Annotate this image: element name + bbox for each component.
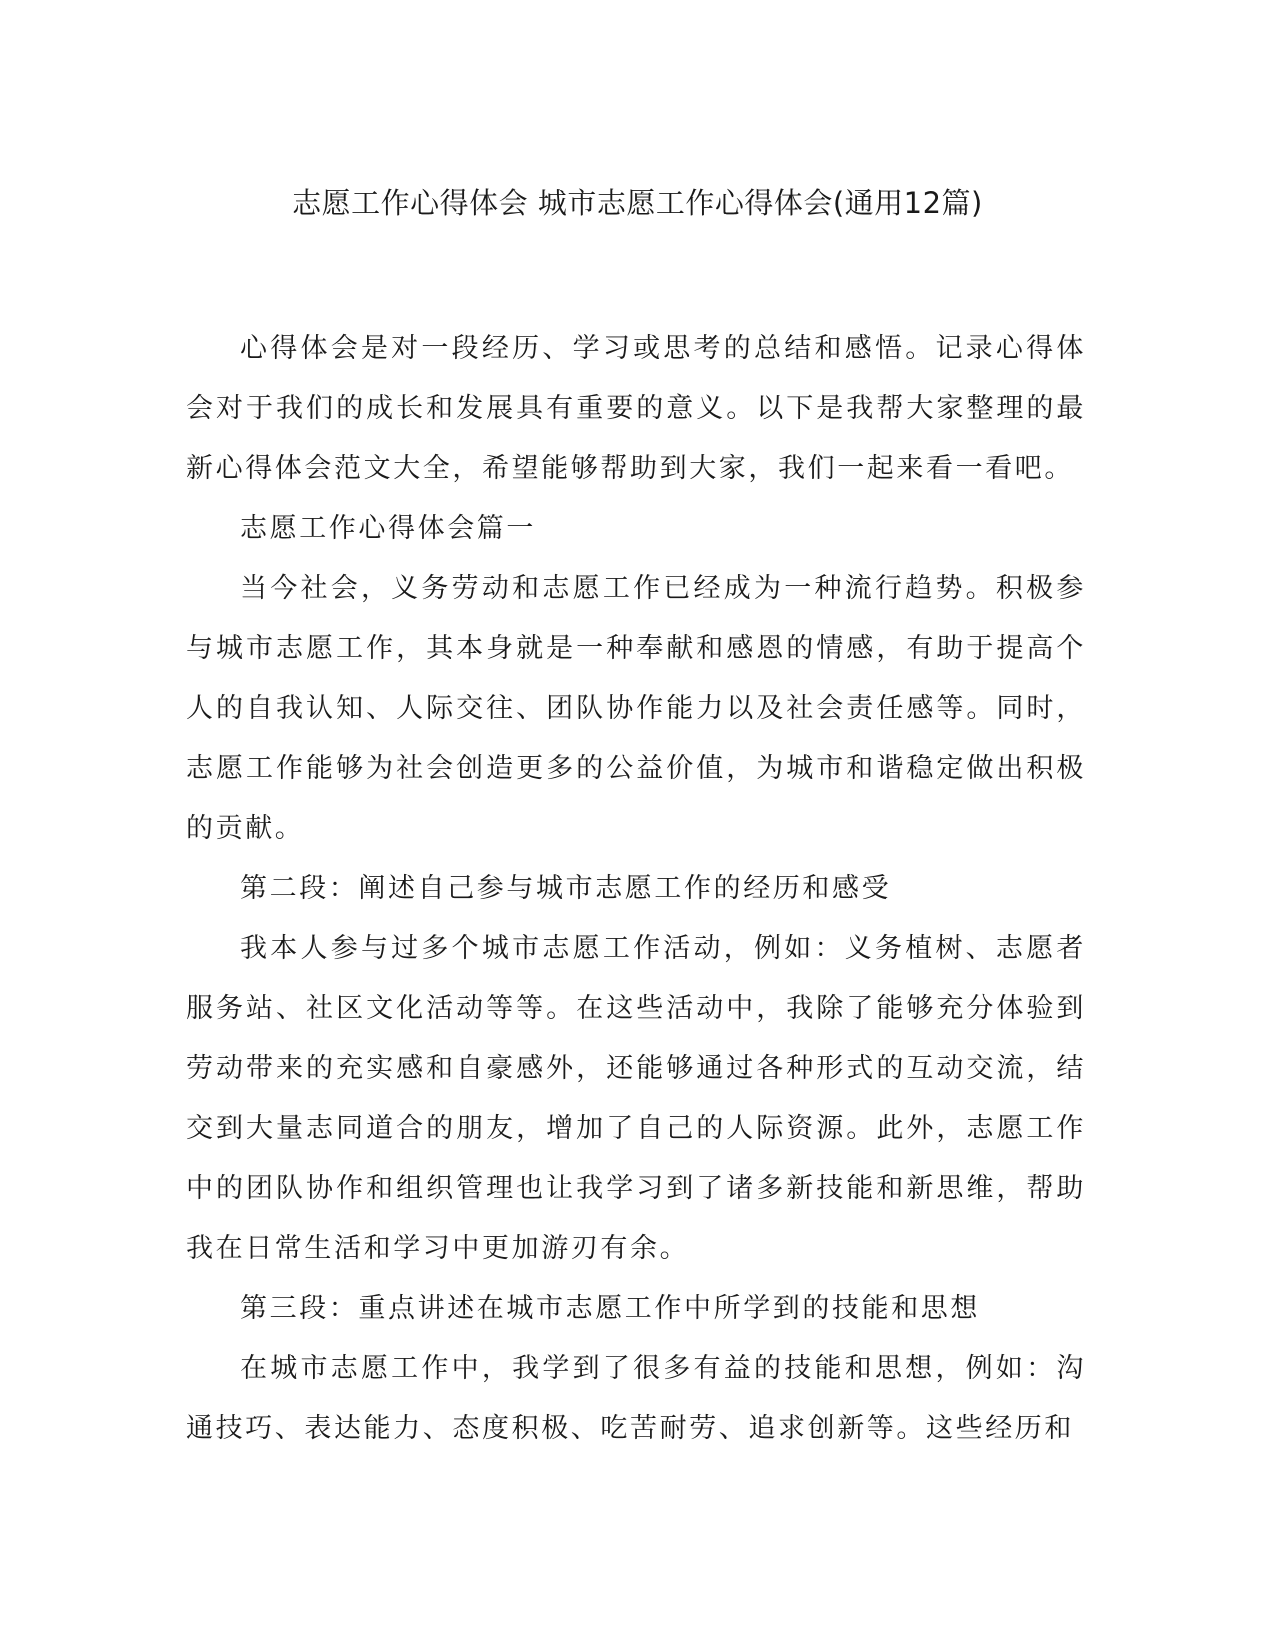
section-heading-part-one: 志愿工作心得体会篇一 <box>240 513 536 544</box>
body-paragraph: 我本人参与过多个城市志愿工作活动，例如：义务植树、志愿者服务站、社区文化活动等等。在这些活动中，我除了能够充分体验到劳动带来的充实感和自豪感外，还能够通过各种形式的互动交流，结交到大量志同道合的朋友，增加了自己的人际资源。此外，志愿工作中的团队协作和组织管理也让我学习到了诸多新技能和新思维，帮助我在日常生活和学习中更加游刃有余。 <box>186 933 1086 1264</box>
body-paragraph: 当今社会，义务劳动和志愿工作已经成为一种流行趋势。积极参与城市志愿工作，其本身就是一种奉献和感恩的情感，有助于提高个人的自我认知、人际交往、团队协作能力以及社会责任感等。同时，志愿工作能够为社会创造更多的公益价值，为城市和谐稳定做出积极的贡献。 <box>186 573 1086 844</box>
section-heading-paragraph-two: 第二段：阐述自己参与城市志愿工作的经历和感受 <box>240 873 892 904</box>
document-body <box>186 319 1086 1459</box>
body-paragraph: 在城市志愿工作中，我学到了很多有益的技能和思想，例如：沟通技巧、表达能力、态度积极、吃苦耐劳、追求创新等。这些经历和 <box>186 1353 1086 1444</box>
intro-paragraph: 心得体会是对一段经历、学习或思考的总结和感悟。记录心得体会对于我们的成长和发展具有重要的意义。以下是我帮大家整理的最新心得体会范文大全，希望能够帮助到大家，我们一起来看一看吧。 <box>186 333 1086 484</box>
document-title: 志愿工作心得体会 城市志愿工作心得体会(通用12篇) <box>292 186 983 220</box>
section-heading-paragraph-three: 第三段：重点讲述在城市志愿工作中所学到的技能和思想 <box>240 1293 980 1324</box>
